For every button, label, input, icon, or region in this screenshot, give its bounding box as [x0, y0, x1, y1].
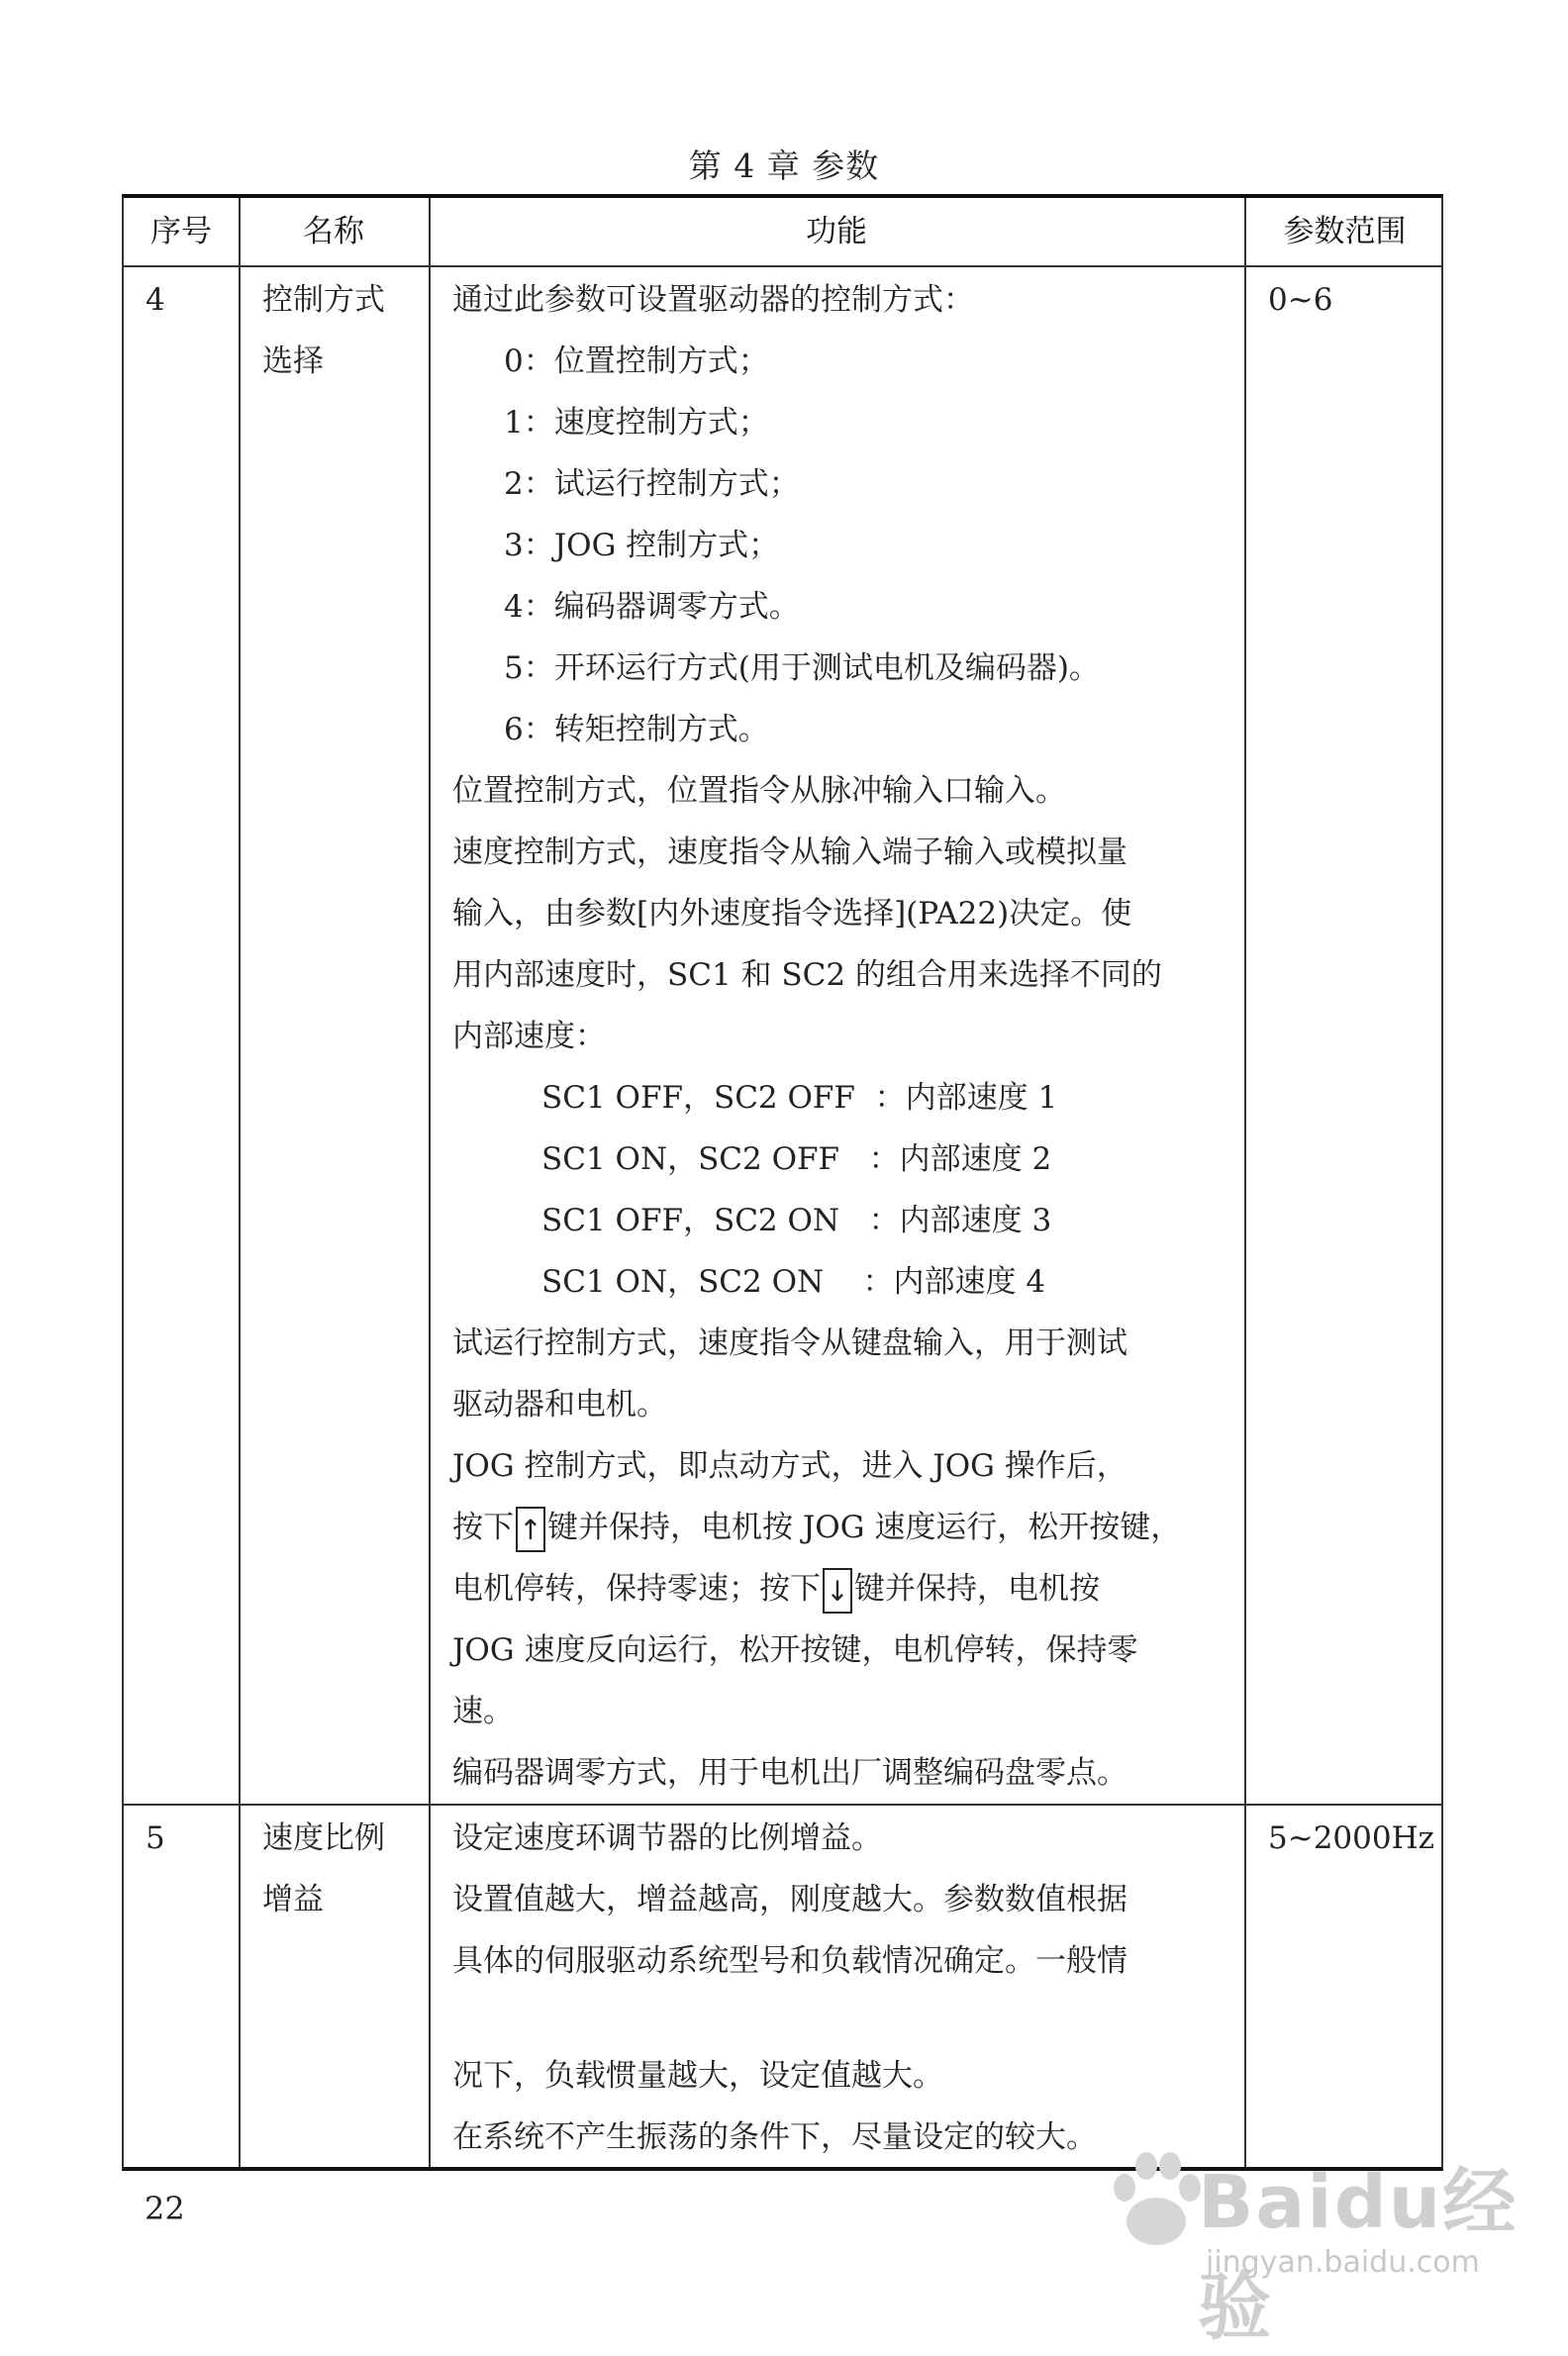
watermark: [1107, 2128, 1532, 2350]
row-name: [262, 1808, 385, 1930]
paw-print-icon: [1107, 2146, 1206, 2255]
function-line: 速。: [452, 1694, 514, 1729]
function-line: 输入，由参数[内外速度指令选择](PA22)决定。使: [452, 896, 1132, 932]
function-line: 驱动器和电机。: [452, 1387, 667, 1423]
column-divider: [1244, 198, 1246, 2167]
watermark-logo: Baidu经验: [1198, 2160, 1519, 2350]
function-line: 具体的伺服驱动系统型号和负载情况确定。一般情: [452, 1943, 1127, 1979]
function-line: 速度控制方式，速度指令从输入端子输入或模拟量: [452, 834, 1127, 870]
header-range: 参数范围: [1283, 214, 1407, 249]
function-line: 1：速度控制方式；: [504, 405, 769, 441]
function-line: 编码器调零方式，用于电机出厂调整编码盘零点。: [452, 1755, 1127, 1791]
up-arrow-key-icon: ↑: [516, 1507, 545, 1552]
row-range: 0~6: [1268, 282, 1333, 318]
row-divider: [124, 1804, 1441, 1806]
function-line: 位置控制方式，位置指令从脉冲输入口输入。: [452, 773, 1066, 809]
watermark-url: jingyan.baidu.com: [1206, 2245, 1480, 2280]
function-line: 设置值越大，增益越高，刚度越大。参数数值根据: [452, 1882, 1127, 1917]
function-line-with-key: [452, 1558, 1100, 1620]
row-name-line: 增益: [262, 1882, 324, 1917]
row-name: [262, 269, 385, 392]
column-divider: [429, 198, 431, 2167]
function-line: 内部速度：: [452, 1019, 606, 1054]
header-no: 序号: [150, 214, 212, 249]
function-line: 6：转矩控制方式。: [504, 712, 769, 747]
function-line: 3：JOG 控制方式；: [504, 528, 780, 563]
row-name-line: 选择: [262, 344, 324, 379]
column-divider: [239, 198, 241, 2167]
row-name-line: 速度比例: [262, 1820, 385, 1856]
function-line: JOG 控制方式，即点动方式，进入 JOG 操作后，: [452, 1448, 1127, 1484]
key-line-text: 键并保持，电机按: [854, 1571, 1100, 1607]
function-line: 在系统不产生振荡的条件下，尽量设定的较大。: [452, 2119, 1097, 2155]
header-function: 功能: [806, 214, 867, 249]
down-arrow-key-icon: ↓: [823, 1568, 852, 1614]
function-line: 0：位置控制方式；: [504, 344, 769, 379]
page-number: 22: [145, 2190, 185, 2227]
function-line: 通过此参数可设置驱动器的控制方式：: [452, 282, 974, 318]
function-line: SC1 ON，SC2 OFF ：内部速度 2: [541, 1141, 1052, 1177]
function-line: 况下，负载惯量越大，设定值越大。: [452, 2058, 943, 2094]
function-line-with-key: [452, 1497, 1181, 1558]
row-no: 5: [146, 1820, 165, 1856]
header-name: 名称: [303, 214, 364, 249]
key-line-text: 按下: [452, 1510, 514, 1545]
row-no: 4: [146, 282, 165, 318]
function-line: 2：试运行控制方式；: [504, 466, 800, 502]
row-name-line: 控制方式: [262, 282, 385, 318]
function-line: JOG 速度反向运行，松开按键，电机停转，保持零: [452, 1632, 1138, 1668]
key-line-text: 电机停转，保持零速；按下: [452, 1571, 821, 1607]
function-line: SC1 OFF，SC2 ON ：内部速度 3: [541, 1203, 1052, 1238]
function-line: 5：开环运行方式(用于测试电机及编码器)。: [504, 650, 1100, 686]
function-line: 用内部速度时，SC1 和 SC2 的组合用来选择不同的: [452, 957, 1162, 993]
function-line: 设定速度环调节器的比例增益。: [452, 1820, 882, 1856]
function-line: SC1 OFF，SC2 OFF ：内部速度 1: [541, 1080, 1058, 1116]
function-line: SC1 ON，SC2 ON ：内部速度 4: [541, 1264, 1046, 1300]
parameter-table: [122, 194, 1443, 2171]
function-line: 4：编码器调零方式。: [504, 589, 800, 625]
key-line-text: 键并保持，电机按 JOG 速度运行，松开按键，: [547, 1510, 1182, 1545]
header-divider: [124, 265, 1441, 267]
function-line: 试运行控制方式，速度指令从键盘输入，用于测试: [452, 1325, 1127, 1361]
row-range: 5~2000Hz: [1268, 1820, 1434, 1856]
chapter-title: 第 4 章 参数: [688, 147, 880, 185]
